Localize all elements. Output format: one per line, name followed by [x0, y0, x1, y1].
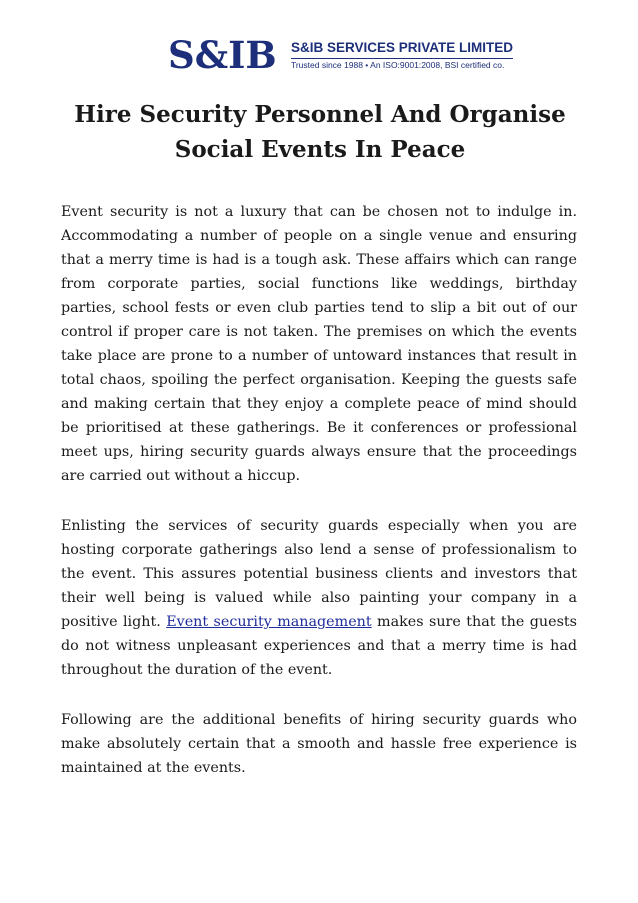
- paragraph-text: Enlisting the services of security guards especially when you are hosting corporate gatherings also lend a sense of professionalism to the event. This assures potential business clients and investors that their well being is valued while also painting your company in a positive light.: [61, 518, 577, 630]
- paragraph-professionalism: [61, 514, 577, 682]
- logo-mark: S&IB: [168, 33, 277, 77]
- paragraph-intro: Event security is not a luxury that can be chosen not to indulge in. Accommodating a number of people on a single venue and ensuring that a merry time is had is a tough ask. These affairs which can range from corporate parties, social functions like weddings, birthday parties, school fests or even club parties tend to slip a bit out of our control if proper care is not taken. The premises on which the events take place are prone to a number of untoward instances that result in total chaos, spoiling the perfect organisation. Keeping the guests safe and making certain that they enjoy a complete peace of mind should be prioritised at these gatherings. Be it conferences or professional meet ups, hiring security guards always ensure that the proceedings are carried out without a hiccup.: [61, 204, 577, 484]
- page-title: Hire Security Personnel And Organise Social Events In Peace: [74, 101, 566, 163]
- company-name: S&IB SERVICES PRIVATE LIMITED: [290, 39, 513, 55]
- logo-text: [291, 40, 513, 71]
- company-tagline: Trusted since 1988 • An ISO:9001:2008, BSI certified co.: [291, 58, 513, 71]
- article-body: [61, 200, 577, 806]
- event-security-management-link[interactable]: Event security management: [166, 614, 372, 630]
- paragraph-benefits: Following are the additional benefits of hiring security guards who make absolutely certain that a smooth and hassle free experience is maintained at the events.: [61, 712, 577, 776]
- paragraph-text: makes sure that the guests do not witness unpleasant experiences and that a merry time is had throughout the duration of the event.: [61, 614, 577, 678]
- company-logo: [168, 33, 513, 77]
